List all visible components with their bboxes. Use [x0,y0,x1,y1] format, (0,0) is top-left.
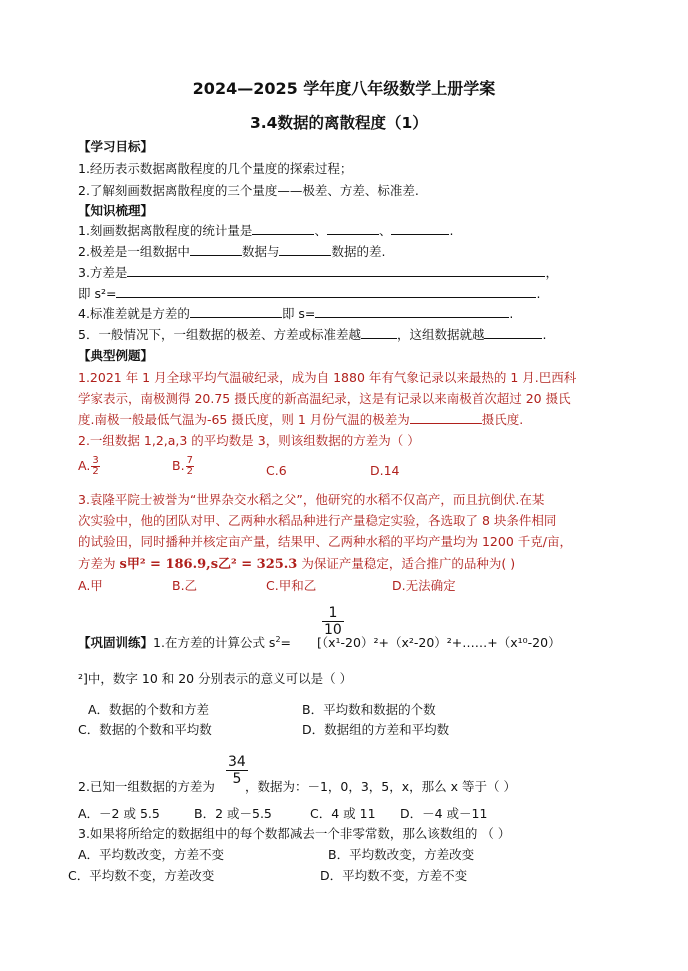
document-title: 2024—2025 学年度八年级数学上册学案 [192,79,496,98]
denominator: 10 [324,622,342,638]
knowledge-line-1 [78,222,453,240]
denominator: 5 [232,771,242,787]
punct: . [509,306,514,321]
practice-2-option-d[interactable]: D．－4 或－11 [400,806,488,821]
fill-blank[interactable] [410,411,482,424]
example-3-line [78,555,515,574]
knowledge-line-2 [78,243,385,261]
fill-blank[interactable] [484,326,542,339]
example-2-question: 2.一组数据 1,2,a,3 的平均数是 3，则该组数据的方差为（ ） [78,433,420,448]
example-1-line: 学家表示，南极测得 20.75 摄氏度的新高温纪录，这是有记录以来南极首次超过 20 摄氏 [78,391,571,406]
example-3-option-a[interactable]: A.甲 [78,578,103,593]
knowledge-text: 数据的差. [331,244,386,259]
knowledge-line-3 [78,264,558,282]
option-label: A. [78,458,91,473]
practice-2-line [78,778,516,796]
option-label: B. [172,458,185,473]
practice-text: = [280,635,292,651]
example-2-option-c[interactable]: C.6 [266,463,287,478]
practice-1-option-b[interactable]: B．平均数和数据的个数 [302,702,436,717]
example-3-line: 3.袁隆平院士被誉为“世界杂交水稻之父”，他研究的水稻不仅高产，而且抗倒伏.在某 [78,492,545,507]
fill-blank[interactable] [127,264,545,277]
punct: . [542,327,547,342]
fill-blank[interactable] [116,285,536,298]
fill-blank[interactable] [361,326,397,339]
numerator: 3 [92,455,99,466]
separator: 、 [378,223,392,238]
goal-item: 2.了解刻画数据离散程度的三个量度——极差、方差、标准差. [78,183,419,198]
lesson-title: 3.4数据的离散程度（1） [250,114,428,132]
practice-text: 2.已知一组数据的方差为 [78,779,215,794]
practice-1-option-d[interactable]: D．数据组的方差和平均数 [302,722,450,737]
practice-3-option-d[interactable]: D．平均数不变，方差不变 [320,868,468,883]
superscript: 2 [275,635,281,644]
knowledge-text: 即 s²= [78,286,117,301]
fill-blank[interactable] [190,243,242,256]
example-3-option-d[interactable]: D.无法确定 [392,578,456,593]
fill-blank[interactable] [279,243,331,256]
knowledge-text: 4.标准差就是方差的 [78,306,190,321]
denominator: 2 [92,466,99,477]
practice-1-option-a[interactable]: A．数据的个数和方差 [88,702,210,717]
punct: . [449,223,454,238]
practice-1-option-c[interactable]: C．数据的个数和平均数 [78,722,212,737]
fraction [186,456,194,477]
example-2-option-b[interactable] [172,456,195,477]
practice-3-option-c[interactable]: C．平均数不变，方差改变 [68,868,215,883]
example-3-option-c[interactable]: C.甲和乙 [266,578,317,593]
knowledge-text: 1.刻画数据离散程度的统计量是 [78,223,253,238]
example-text: 摄氏度. [481,412,524,427]
example-1-line [78,411,523,429]
knowledge-text: 5．一般情况下，一组数据的极差、方差或标准差越 [78,327,361,342]
goals-header: 【学习目标】 [78,139,154,154]
goal-item: 1.经历表示数据离散程度的几个量度的探索过程； [78,161,353,176]
knowledge-line-5 [78,305,513,323]
fill-blank[interactable] [190,305,282,318]
example-text: 方差为 [78,556,116,571]
knowledge-text: ，这组数据就越 [396,327,485,342]
variance-formula: [（x¹-20）²+（x²-20）²+……+（x¹⁰-20） [317,635,561,651]
example-3-option-b[interactable]: B.乙 [172,578,198,593]
knowledge-header: 【知识梳理】 [78,203,154,218]
punct: ， [545,265,558,280]
practice-text: 1.在方差的计算公式 s [153,635,276,651]
fill-blank[interactable] [315,305,509,318]
punct: . [536,286,541,301]
numerator: 1 [322,605,344,622]
example-2-option-a[interactable] [78,456,101,477]
practice-2-option-a[interactable]: A．－2 或 5.5 [78,806,160,821]
knowledge-text: 数据与 [241,244,280,259]
numerator: 34 [228,754,246,770]
practice-3-option-a[interactable]: A．平均数改变，方差不变 [78,847,225,862]
example-3-line: 次实验中，他的团队对甲、乙两种水稻品种进行产量稳定实验，各选取了 8 块条件相同 [78,513,557,528]
denominator: 2 [186,466,193,477]
knowledge-text: 2.极差是一组数据中 [78,244,190,259]
fill-blank[interactable] [391,222,449,235]
practice-header: 【巩固训练】 [78,635,154,651]
example-text: 为保证产量稳定，适合推广的品种为( ) [301,556,516,571]
examples-header: 【典型例题】 [78,348,154,363]
example-3-line: 的试验田，同时播种并核定亩产量，结果甲、乙两种水稻的平均产量均为 1200 千克/亩， [78,534,572,549]
numerator: 7 [186,455,193,466]
fill-blank[interactable] [327,222,379,235]
example-1-line: 1.2021 年 1 月全球平均气温破纪录，成为自 1880 年有气象记录以来最热的 1 月.巴西科 [78,370,577,385]
practice-3-question: 3.如果将所给定的数据组中的每个数都减去一个非零常数，那么该数组的 （ ） [78,826,511,841]
knowledge-line-4 [78,285,540,303]
fill-blank[interactable] [252,222,314,235]
example-2-option-d[interactable]: D.14 [370,463,400,478]
practice-text: ，数据为：－1，0，3，5，x，那么 x 等于（ ） [244,779,516,794]
knowledge-line-6 [78,326,546,344]
separator: 、 [314,223,327,238]
fraction [91,456,99,477]
knowledge-text: 即 s= [281,306,316,321]
practice-1-line: ²]中，数字 10 和 20 分别表示的意义可以是（ ） [78,671,353,686]
practice-3-option-b[interactable]: B．平均数改变，方差改变 [328,847,475,862]
variance-formula: s甲² = 186.9,s乙² = 325.3 [119,557,298,572]
knowledge-text: 3.方差是 [78,265,128,280]
practice-2-option-c[interactable]: C．4 或 11 [310,806,376,821]
practice-1-line [78,631,561,652]
example-text: 度.南极一般最低气温为-65 摄氏度，则 1 月份气温的极差为 [78,412,410,427]
practice-2-option-b[interactable]: B．2 或－5.5 [194,806,272,821]
